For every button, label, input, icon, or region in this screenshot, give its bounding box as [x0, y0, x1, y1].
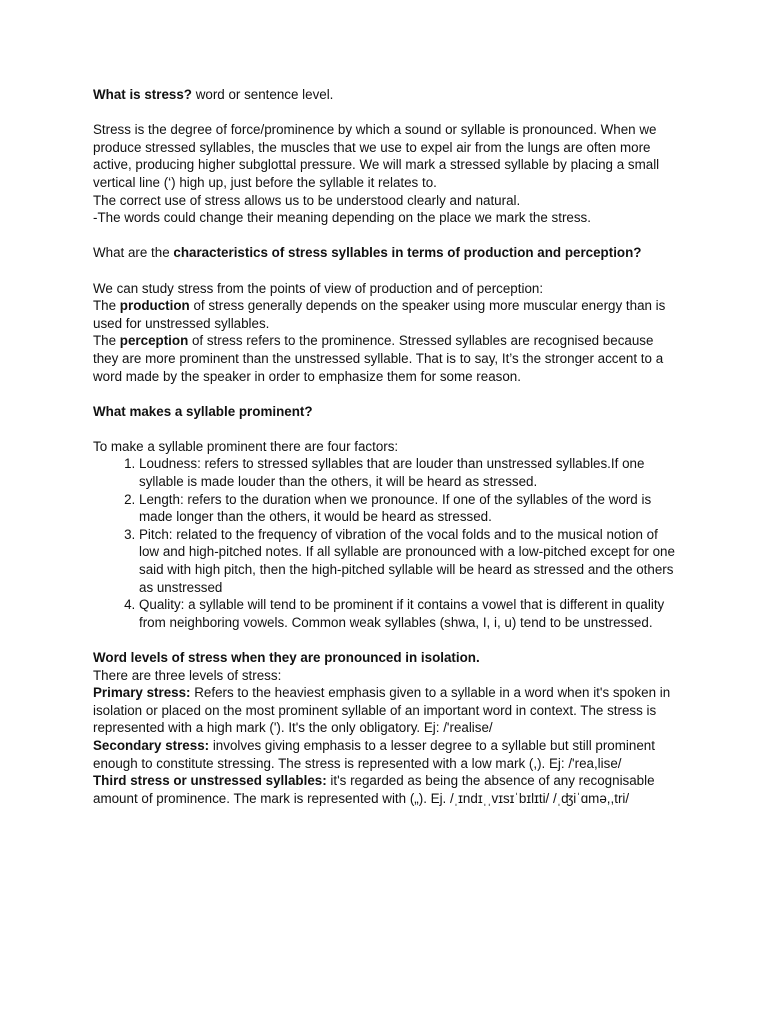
study-paragraph: We can study stress from the points of view of production and of perception: [93, 280, 544, 296]
list-item: 3. Pitch: related to the frequency of vibration of the vocal folds and to the musical notion of low and high-pitched notes. If all syllable are pronounced with a low-pitched except for one said with high pitch, then the high-pitched syllable will be heard as stressed and the others as unstressed [139, 526, 678, 596]
third-stress-paragraph [93, 772, 678, 807]
secondary-stress-term: Secondary stress: [93, 737, 210, 753]
question-bold: characteristics of stress syllables in terms of production and perception? [173, 245, 642, 261]
list-item: 2. Length: refers to the duration when we pronounce. If one of the syllables of the word is made longer than the others, it would be heard as stressed. [139, 491, 678, 526]
meaning-change-paragraph: -The words could change their meaning depending on the place we mark the stress. [93, 210, 591, 226]
list-item: 4. Quality: a syllable will tend to be prominent if it contains a vowel that is different in quality from neighboring vowels. Common weak syllables (shwa, I, i, u) tend to be unstressed. [139, 596, 678, 631]
document-body [93, 86, 678, 807]
heading-levels [93, 649, 678, 667]
question-rest: word or sentence level. [191, 87, 334, 102]
primary-stress-text: Refers to the heaviest emphasis given to a syllable in a word when it's spoken in isolation or placed on the most prominent syllable of an important word in context. The stress is represented with a high mark ('). It's the only obligatory. Ej: /'realise/ [93, 685, 671, 736]
production-paragraph [93, 297, 678, 332]
list-item: 1. Loudness: refers to stressed syllables that are louder than unstressed syllables.If one syllable is made louder than the others, it will be heard as stressed. [139, 455, 678, 490]
correct-use-paragraph: The correct use of stress allows us to be understood clearly and natural. [93, 192, 521, 208]
perception-paragraph [93, 332, 678, 385]
primary-stress-term: Primary stress: [93, 685, 191, 701]
secondary-stress-text: involves giving emphasis to a lesser degree to a syllable but still prominent enough to constitute stressing. The stress is represented with a low mark (,). Ej: /'rea,lise/ [93, 737, 655, 771]
secondary-stress-paragraph [93, 737, 678, 772]
production-prefix: The [93, 298, 120, 314]
heading-text: Word levels of stress when they are pronounced in isolation. [93, 650, 480, 665]
primary-stress-paragraph [93, 684, 678, 737]
perception-prefix: The [93, 333, 120, 349]
factors-list [93, 455, 678, 631]
question-characteristics [93, 244, 678, 262]
heading-prominent [93, 403, 678, 421]
question-prefix: What are the [93, 245, 174, 261]
question-bold: What is stress? [93, 87, 192, 102]
levels-intro: There are three levels of stress: [93, 667, 282, 683]
perception-text: of stress refers to the prominence. Stressed syllables are recognised because they are more prominent than the unstressed syllable. That is to say, It’s the stronger accent to a word made by the speaker in order to emphasize them for some reason. [93, 333, 664, 384]
heading-text: What makes a syllable prominent? [93, 403, 313, 419]
third-stress-text: it's regarded as being the absence of any recognisable amount of prominence. The mark is represented with („). Ej. /ˌɪndɪˌˌvɪsɪˈbɪlɪti/ /ˌʤiˈɑmə,,tri/ [93, 773, 655, 806]
production-text: of stress generally depends on the speaker using more muscular energy than is used for unstressed syllables. [93, 298, 666, 331]
factors-intro: To make a syllable prominent there are four factors: [93, 438, 399, 454]
question-what-is-stress [93, 86, 678, 104]
production-term: production [119, 298, 190, 314]
stress-definition: Stress is the degree of force/prominence by which a sound or syllable is pronounced. When we produce stressed syllables, the muscles that we use to expel air from the lungs are often more active, producing higher subglottal pressure. We will mark a stressed syllable by placing a small vertical line (‘) high up, just before the syllable it relates to. [93, 122, 660, 190]
third-stress-term: Third stress or unstressed syllables: [93, 773, 327, 789]
perception-term: perception [119, 333, 189, 349]
